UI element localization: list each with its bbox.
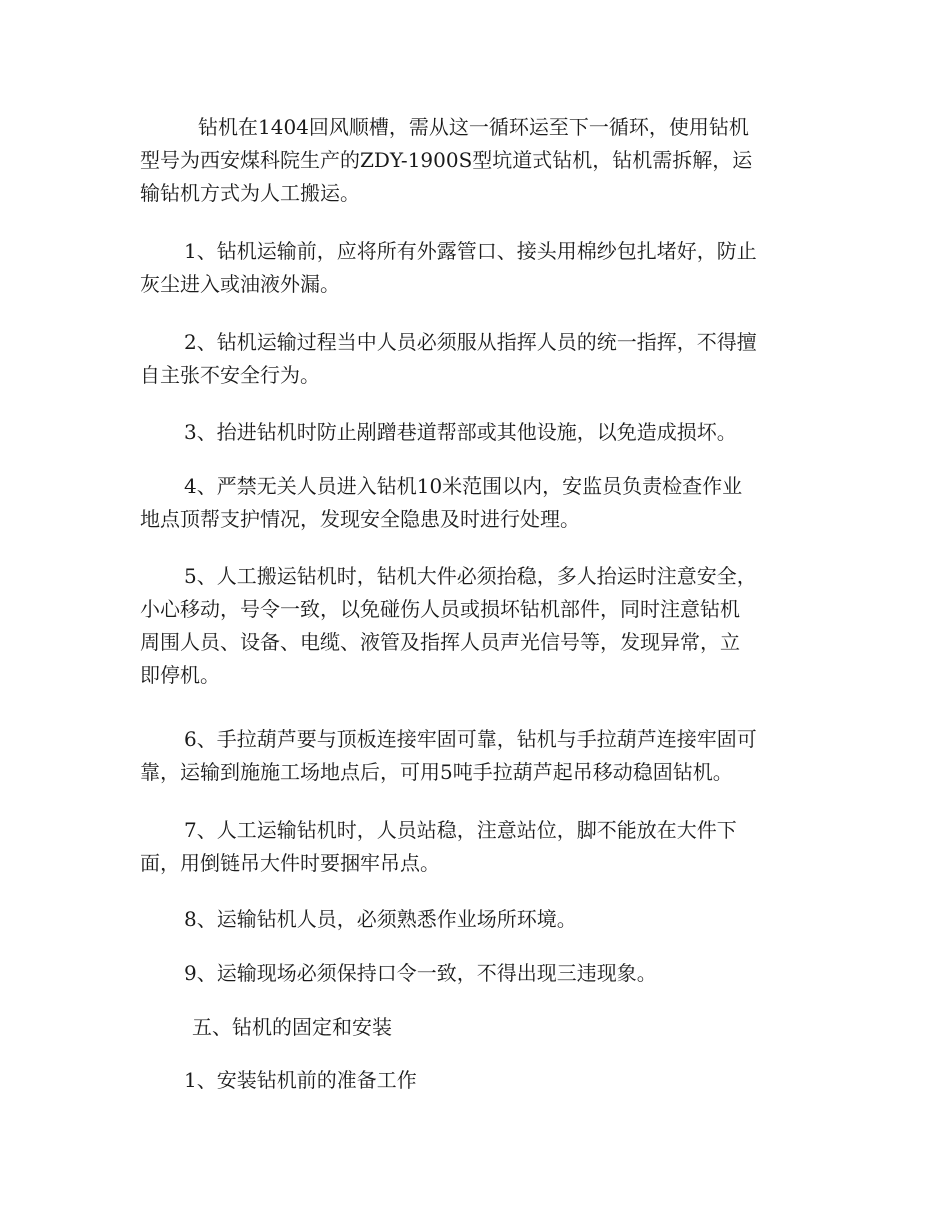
text-line: 即停机。 [140, 663, 220, 687]
text-line: 靠，运输到施施工场地点后，可用5吨手拉葫芦起吊移动稳固钻机。 [140, 760, 733, 784]
text-line: 周围人员、设备、电缆、液管及指挥人员声光信号等，发现异常，立 [140, 630, 740, 654]
text-line: 1、钻机运输前，应将所有外露管口、接头用棉纱包扎堵好，防止 [184, 239, 757, 263]
paragraph-item-2 [140, 326, 810, 392]
text-line: 1、安装钻机前的准备工作 [184, 1068, 417, 1092]
paragraph-item-9 [140, 957, 810, 990]
text-line: 小心移动，号令一致，以免碰伤人员或损坏钻机部件，同时注意钻机 [140, 597, 740, 621]
text-line: 钻机在1404回风顺槽，需从这一循环运至下一循环，使用钻机 [198, 115, 749, 139]
section-heading [140, 1011, 810, 1044]
text-line: 输钻机方式为人工搬运。 [140, 181, 360, 205]
text-line: 灰尘进入或油液外漏。 [140, 272, 340, 296]
paragraph-intro [140, 111, 810, 210]
paragraph-item-7 [140, 814, 810, 880]
paragraph-subitem-1 [140, 1064, 810, 1097]
text-line: 4、严禁无关人员进入钻机10米范围以内，安监员负责检查作业 [184, 474, 743, 498]
paragraph-item-8 [140, 903, 810, 936]
paragraph-item-4 [140, 470, 810, 536]
section-heading-text: 五、钻机的固定和安装 [192, 1015, 392, 1039]
text-line: 型号为西安煤科院生产的ZDY-1900S型坑道式钻机，钻机需拆解，运 [140, 148, 753, 172]
text-line: 自主张不安全行为。 [140, 363, 320, 387]
text-line: 8、运输钻机人员，必须熟悉作业场所环境。 [184, 907, 577, 931]
paragraph-item-1 [140, 235, 810, 301]
text-line: 7、人工运输钻机时，人员站稳，注意站位，脚不能放在大件下 [184, 818, 737, 842]
text-line: 6、手拉葫芦要与顶板连接牢固可靠，钻机与手拉葫芦连接牢固可 [184, 727, 757, 751]
paragraph-item-5 [140, 560, 810, 692]
text-line: 地点顶帮支护情况，发现安全隐患及时进行处理。 [140, 507, 580, 531]
text-line: 9、运输现场必须保持口令一致，不得出现三违现象。 [184, 961, 657, 985]
paragraph-item-6 [140, 723, 810, 789]
text-line: 3、抬进钻机时防止剐蹭巷道帮部或其他设施，以免造成损坏。 [184, 420, 737, 444]
text-line: 2、钻机运输过程当中人员必须服从指挥人员的统一指挥，不得擅 [184, 330, 757, 354]
paragraph-item-3 [140, 416, 810, 449]
text-line: 5、人工搬运钻机时，钻机大件必须抬稳，多人抬运时注意安全， [184, 564, 757, 588]
text-line: 面，用倒链吊大件时要捆牢吊点。 [140, 851, 440, 875]
